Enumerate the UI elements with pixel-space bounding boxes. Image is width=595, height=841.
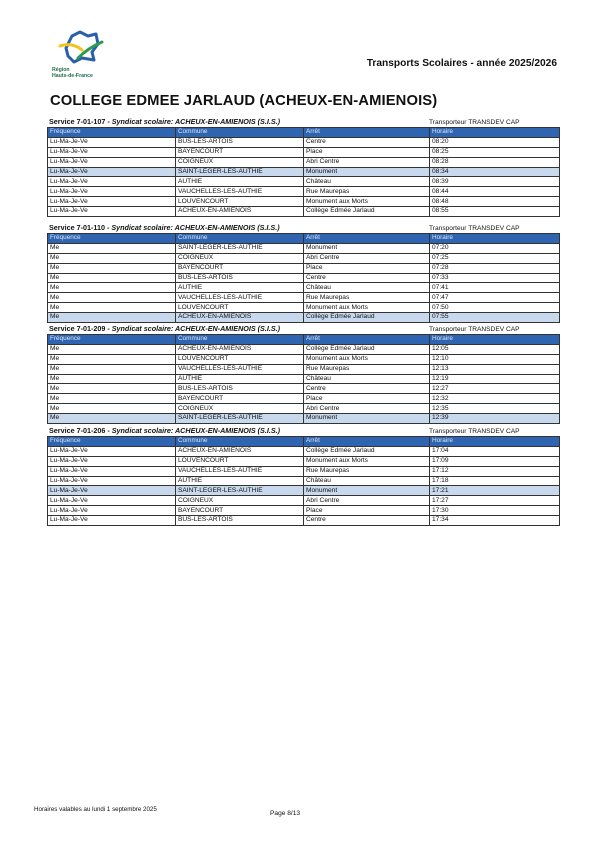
service-syndicat: - Syndicat scolaire: ACHEUX-EN-AMIENOIS (S.I.S.) xyxy=(105,117,281,126)
cell-horaire: 08:34 xyxy=(430,167,560,177)
service-header xyxy=(47,426,559,436)
cell-commune: BUS-LES-ARTOIS xyxy=(176,273,304,283)
table-row xyxy=(48,263,560,273)
cell-commune: BAYENCOURT xyxy=(176,263,304,273)
cell-horaire: 08:39 xyxy=(430,177,560,187)
service-number: Service 7-01-206 xyxy=(49,426,106,435)
table-row xyxy=(48,293,560,303)
col-header-arret: Arrêt xyxy=(304,437,430,447)
cell-horaire: 07:28 xyxy=(430,263,560,273)
cell-commune: SAINT-LEGER-LES-AUTHIE xyxy=(176,486,304,496)
table-row xyxy=(48,273,560,283)
cell-arret: Collège Edmée Jarlaud xyxy=(304,207,430,217)
document-header: Transports Scolaires - année 2025/2026 xyxy=(366,58,557,69)
cell-arret: Abri Centre xyxy=(304,404,430,414)
cell-horaire: 07:41 xyxy=(430,283,560,293)
cell-frequence: Me xyxy=(48,283,176,293)
cell-frequence: Me xyxy=(48,394,176,404)
service-block xyxy=(47,223,559,323)
table-row xyxy=(48,207,560,217)
cell-arret: Rue Maurepas xyxy=(304,466,430,476)
cell-frequence: Me xyxy=(48,414,176,424)
cell-commune: BUS-LES-ARTOIS xyxy=(176,137,304,147)
table-row xyxy=(48,147,560,157)
cell-arret: Centre xyxy=(304,273,430,283)
service-block xyxy=(47,426,559,526)
cell-frequence: Lu-Ma-Je-Ve xyxy=(48,506,176,516)
col-header-frequence: Fréquence xyxy=(48,234,176,244)
cell-frequence: Me xyxy=(48,253,176,263)
transporteur: Transporteur TRANSDEV CAP xyxy=(429,225,520,232)
col-header-arret: Arrêt xyxy=(304,335,430,345)
cell-commune: AUTHIE xyxy=(176,374,304,384)
cell-frequence: Me xyxy=(48,354,176,364)
col-header-frequence: Fréquence xyxy=(48,128,176,138)
service-number: Service 7-01-209 xyxy=(49,324,106,333)
table-row xyxy=(48,456,560,466)
service-header xyxy=(47,324,559,334)
cell-frequence: Lu-Ma-Je-Ve xyxy=(48,456,176,466)
service-title xyxy=(49,117,280,126)
table-row xyxy=(48,157,560,167)
cell-horaire: 08:44 xyxy=(430,187,560,197)
table-row xyxy=(48,187,560,197)
cell-arret: Collège Edmée Jarlaud xyxy=(304,446,430,456)
col-header-arret: Arrêt xyxy=(304,234,430,244)
cell-commune: VAUCHELLES-LES-AUTHIE xyxy=(176,293,304,303)
cell-frequence: Lu-Ma-Je-Ve xyxy=(48,486,176,496)
cell-arret: Place xyxy=(304,394,430,404)
cell-commune: VAUCHELLES-LES-AUTHIE xyxy=(176,466,304,476)
cell-commune: AUTHIE xyxy=(176,177,304,187)
cell-commune: LOUVENCOURT xyxy=(176,197,304,207)
cell-frequence: Me xyxy=(48,243,176,253)
table-row xyxy=(48,486,560,496)
cell-horaire: 12:39 xyxy=(430,414,560,424)
cell-arret: Château xyxy=(304,283,430,293)
cell-horaire: 07:55 xyxy=(430,313,560,323)
cell-horaire: 08:20 xyxy=(430,137,560,147)
cell-commune: VAUCHELLES-LES-AUTHIE xyxy=(176,364,304,374)
service-block xyxy=(47,324,559,424)
table-row xyxy=(48,167,560,177)
footer-validity: Horaires valables au lundi 1 septembre 2025 xyxy=(34,806,157,813)
page-number: Page 8/13 xyxy=(270,810,301,817)
cell-horaire: 17:27 xyxy=(430,496,560,506)
table-row xyxy=(48,516,560,526)
service-number: Service 7-01-110 xyxy=(49,223,105,232)
cell-horaire: 12:19 xyxy=(430,374,560,384)
table-row xyxy=(48,197,560,207)
cell-commune: SAINT-LEGER-LES-AUTHIE xyxy=(176,167,304,177)
cell-arret: Centre xyxy=(304,516,430,526)
cell-frequence: Me xyxy=(48,364,176,374)
cell-frequence: Me xyxy=(48,374,176,384)
col-header-horaire: Horaire xyxy=(430,234,560,244)
cell-commune: ACHEUX-EN-AMIENOIS xyxy=(176,446,304,456)
table-row xyxy=(48,374,560,384)
cell-arret: Monument aux Morts xyxy=(304,456,430,466)
cell-frequence: Lu-Ma-Je-Ve xyxy=(48,157,176,167)
table-row xyxy=(48,177,560,187)
cell-horaire: 12:13 xyxy=(430,364,560,374)
cell-arret: Monument aux Morts xyxy=(304,303,430,313)
cell-frequence: Lu-Ma-Je-Ve xyxy=(48,197,176,207)
cell-arret: Place xyxy=(304,263,430,273)
cell-frequence: Lu-Ma-Je-Ve xyxy=(48,177,176,187)
cell-horaire: 07:25 xyxy=(430,253,560,263)
table-row xyxy=(48,253,560,263)
cell-arret: Château xyxy=(304,177,430,187)
cell-horaire: 07:33 xyxy=(430,273,560,283)
cell-horaire: 17:34 xyxy=(430,516,560,526)
cell-commune: BUS-LES-ARTOIS xyxy=(176,516,304,526)
cell-horaire: 12:27 xyxy=(430,384,560,394)
cell-commune: COIGNEUX xyxy=(176,496,304,506)
cell-frequence: Me xyxy=(48,263,176,273)
col-header-horaire: Horaire xyxy=(430,128,560,138)
page-title: COLLEGE EDMEE JARLAUD (ACHEUX-EN-AMIENOIS) xyxy=(50,93,438,109)
col-header-commune: Commune xyxy=(176,437,304,447)
table-header-row xyxy=(48,234,560,244)
col-header-frequence: Fréquence xyxy=(48,437,176,447)
cell-arret: Centre xyxy=(304,384,430,394)
service-title xyxy=(49,223,280,232)
cell-arret: Collège Edmée Jarlaud xyxy=(304,313,430,323)
table-row xyxy=(48,384,560,394)
col-header-horaire: Horaire xyxy=(430,335,560,345)
service-syndicat: - Syndicat scolaire: ACHEUX-EN-AMIENOIS (S.I.S.) xyxy=(104,223,280,232)
cell-frequence: Lu-Ma-Je-Ve xyxy=(48,147,176,157)
cell-horaire: 12:35 xyxy=(430,404,560,414)
col-header-commune: Commune xyxy=(176,128,304,138)
service-title xyxy=(49,324,280,333)
cell-commune: BAYENCOURT xyxy=(176,147,304,157)
cell-arret: Rue Maurepas xyxy=(304,293,430,303)
cell-horaire: 07:47 xyxy=(430,293,560,303)
cell-frequence: Me xyxy=(48,303,176,313)
cell-horaire: 12:05 xyxy=(430,344,560,354)
cell-commune: ACHEUX-EN-AMIENOIS xyxy=(176,207,304,217)
service-header xyxy=(47,117,559,127)
table-row xyxy=(48,394,560,404)
table-row xyxy=(48,414,560,424)
cell-commune: BAYENCOURT xyxy=(176,394,304,404)
table-row xyxy=(48,496,560,506)
table-row xyxy=(48,283,560,293)
service-header xyxy=(47,223,559,233)
table-row xyxy=(48,476,560,486)
cell-horaire: 12:32 xyxy=(430,394,560,404)
cell-horaire: 07:20 xyxy=(430,243,560,253)
cell-arret: Place xyxy=(304,147,430,157)
cell-frequence: Lu-Ma-Je-Ve xyxy=(48,516,176,526)
table-row xyxy=(48,303,560,313)
cell-frequence: Me xyxy=(48,344,176,354)
cell-frequence: Me xyxy=(48,273,176,283)
cell-arret: Monument aux Morts xyxy=(304,197,430,207)
cell-horaire: 17:21 xyxy=(430,486,560,496)
table-row xyxy=(48,354,560,364)
table-row xyxy=(48,364,560,374)
region-logo-line1: Région xyxy=(52,67,70,73)
cell-arret: Château xyxy=(304,374,430,384)
region-logo-text xyxy=(52,67,112,79)
col-header-frequence: Fréquence xyxy=(48,335,176,345)
region-logo-icon xyxy=(52,28,112,68)
schedule-table xyxy=(47,233,560,323)
transporteur: Transporteur TRANSDEV CAP xyxy=(429,326,520,333)
schedule-table xyxy=(47,127,560,217)
cell-frequence: Me xyxy=(48,384,176,394)
transporteur: Transporteur TRANSDEV CAP xyxy=(429,428,520,435)
cell-horaire: 08:28 xyxy=(430,157,560,167)
service-syndicat: - Syndicat scolaire: ACHEUX-EN-AMIENOIS (S.I.S.) xyxy=(105,426,281,435)
table-row xyxy=(48,137,560,147)
table-header-row xyxy=(48,128,560,138)
cell-commune: ACHEUX-EN-AMIENOIS xyxy=(176,344,304,354)
cell-arret: Monument aux Morts xyxy=(304,354,430,364)
cell-horaire: 12:10 xyxy=(430,354,560,364)
service-block xyxy=(47,117,559,217)
cell-horaire: 07:50 xyxy=(430,303,560,313)
cell-frequence: Lu-Ma-Je-Ve xyxy=(48,207,176,217)
cell-horaire: 17:09 xyxy=(430,456,560,466)
cell-frequence: Lu-Ma-Je-Ve xyxy=(48,167,176,177)
cell-arret: Centre xyxy=(304,137,430,147)
cell-arret: Collège Edmée Jarlaud xyxy=(304,344,430,354)
cell-frequence: Me xyxy=(48,293,176,303)
cell-frequence: Lu-Ma-Je-Ve xyxy=(48,137,176,147)
cell-commune: AUTHIE xyxy=(176,283,304,293)
cell-horaire: 08:25 xyxy=(430,147,560,157)
cell-commune: COIGNEUX xyxy=(176,253,304,263)
cell-frequence: Me xyxy=(48,404,176,414)
cell-commune: COIGNEUX xyxy=(176,157,304,167)
cell-horaire: 17:18 xyxy=(430,476,560,486)
cell-arret: Abri Centre xyxy=(304,496,430,506)
cell-horaire: 17:12 xyxy=(430,466,560,476)
schedule-table xyxy=(47,436,560,526)
table-row xyxy=(48,506,560,516)
cell-commune: AUTHIE xyxy=(176,476,304,486)
cell-horaire: 08:48 xyxy=(430,197,560,207)
table-header-row xyxy=(48,437,560,447)
cell-commune: COIGNEUX xyxy=(176,404,304,414)
cell-frequence: Lu-Ma-Je-Ve xyxy=(48,496,176,506)
cell-frequence: Lu-Ma-Je-Ve xyxy=(48,446,176,456)
cell-frequence: Lu-Ma-Je-Ve xyxy=(48,466,176,476)
cell-commune: BUS-LES-ARTOIS xyxy=(176,384,304,394)
table-row xyxy=(48,466,560,476)
cell-frequence: Me xyxy=(48,313,176,323)
table-row xyxy=(48,404,560,414)
cell-frequence: Lu-Ma-Je-Ve xyxy=(48,187,176,197)
col-header-horaire: Horaire xyxy=(430,437,560,447)
cell-commune: SAINT-LEGER-LES-AUTHIE xyxy=(176,243,304,253)
col-header-arret: Arrêt xyxy=(304,128,430,138)
region-logo-line2: Hauts-de-France xyxy=(52,73,93,79)
cell-commune: LOUVENCOURT xyxy=(176,303,304,313)
cell-arret: Abri Centre xyxy=(304,253,430,263)
cell-frequence: Lu-Ma-Je-Ve xyxy=(48,476,176,486)
schedule-table xyxy=(47,334,560,424)
cell-arret: Monument xyxy=(304,243,430,253)
cell-horaire: 08:55 xyxy=(430,207,560,217)
service-syndicat: - Syndicat scolaire: ACHEUX-EN-AMIENOIS (S.I.S.) xyxy=(105,324,281,333)
cell-arret: Abri Centre xyxy=(304,157,430,167)
col-header-commune: Commune xyxy=(176,335,304,345)
service-number: Service 7-01-107 xyxy=(49,117,106,126)
cell-horaire: 17:30 xyxy=(430,506,560,516)
cell-arret: Monument xyxy=(304,167,430,177)
table-row xyxy=(48,446,560,456)
cell-commune: LOUVENCOURT xyxy=(176,354,304,364)
cell-arret: Rue Maurepas xyxy=(304,364,430,374)
cell-commune: BAYENCOURT xyxy=(176,506,304,516)
table-row xyxy=(48,243,560,253)
cell-arret: Château xyxy=(304,476,430,486)
service-title xyxy=(49,426,280,435)
cell-commune: LOUVENCOURT xyxy=(176,456,304,466)
transporteur: Transporteur TRANSDEV CAP xyxy=(429,119,520,126)
table-row xyxy=(48,313,560,323)
cell-arret: Monument xyxy=(304,486,430,496)
cell-commune: SAINT-LEGER-LES-AUTHIE xyxy=(176,414,304,424)
table-header-row xyxy=(48,335,560,345)
cell-arret: Place xyxy=(304,506,430,516)
table-row xyxy=(48,344,560,354)
cell-horaire: 17:04 xyxy=(430,446,560,456)
cell-commune: VAUCHELLES-LES-AUTHIE xyxy=(176,187,304,197)
cell-arret: Monument xyxy=(304,414,430,424)
cell-arret: Rue Maurepas xyxy=(304,187,430,197)
col-header-commune: Commune xyxy=(176,234,304,244)
cell-commune: ACHEUX-EN-AMIENOIS xyxy=(176,313,304,323)
